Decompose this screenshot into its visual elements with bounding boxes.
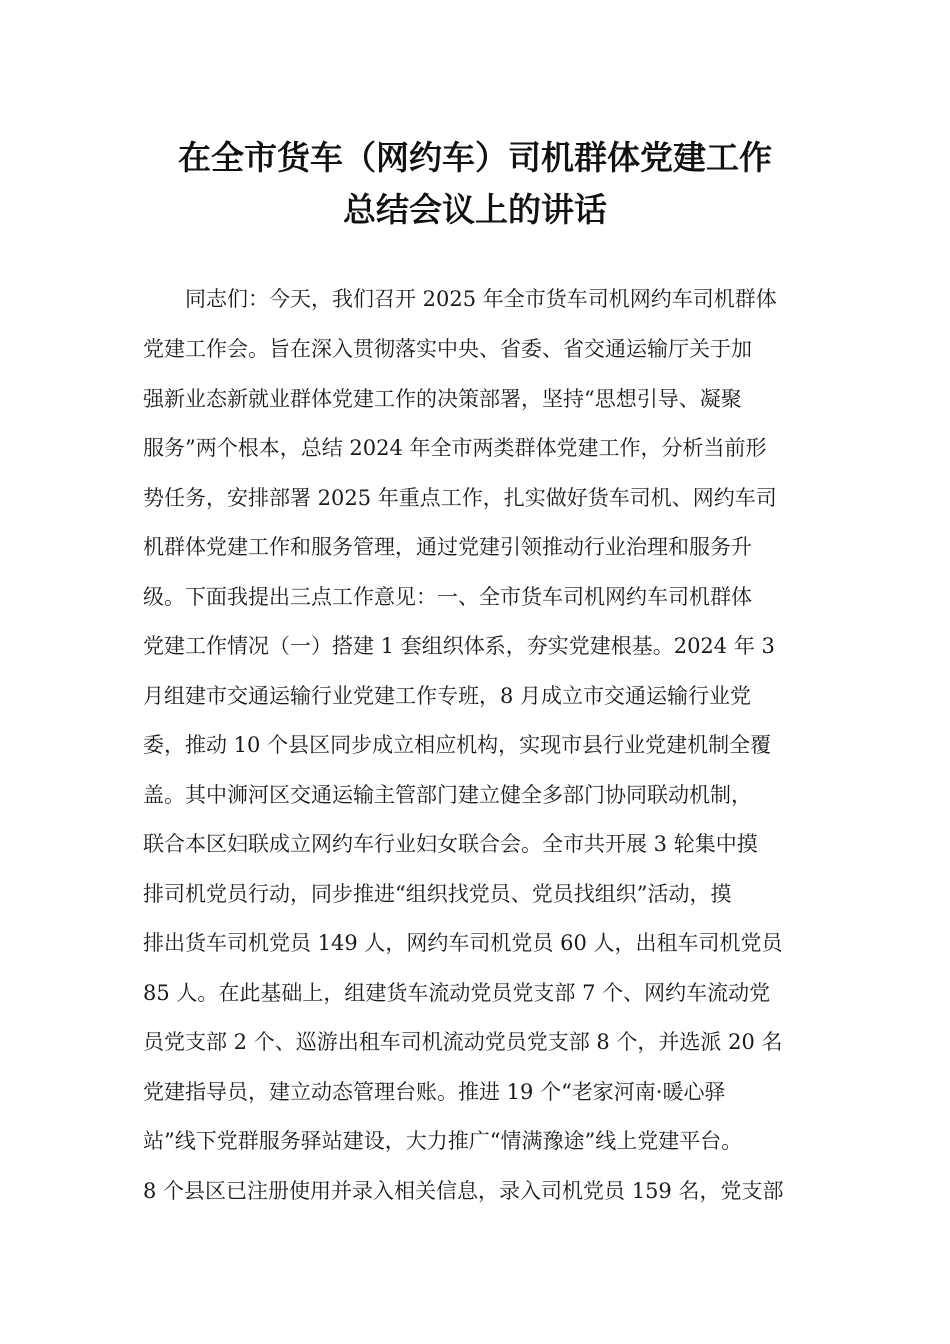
body-line-10: 委，推动 10 个县区同步成立相应机构，实现市县行业党建机制全覆 (143, 733, 772, 757)
body-line-4: 服务”两个根本，总结 2024 年全市两类群体党建工作，分析当前形 (143, 436, 767, 460)
body-line-6: 机群体党建工作和服务管理，通过党建引领推动行业治理和服务升 (143, 535, 752, 559)
body-line-16: 员党支部 2 个、巡游出租车司机流动党员党支部 8 个，并选派 20 名 (143, 1030, 783, 1054)
body-line-13: 排司机党员行动，同步推进“组织找党员、党员找组织”活动，摸 (143, 882, 732, 906)
body-line-8: 党建工作情况（一）搭建 1 套组织体系，夯实党建根基。2024 年 3 (143, 634, 775, 658)
body-line-15: 85 人。在此基础上，组建货车流动党员党支部 7 个、网约车流动党 (143, 981, 771, 1005)
body-line-14: 排出货车司机党员 149 人，网约车司机党员 60 人，出租车司机党员 (143, 931, 783, 955)
body-line-19: 8 个县区已注册使用并录入相关信息，录入司机党员 159 名，党支部 (143, 1179, 784, 1203)
document-title-line-1: 在全市货车（网约车）司机群体党建工作 (178, 138, 772, 177)
body-line-3: 强新业态新就业群体党建工作的决策部署，坚持“思想引导、凝聚 (143, 387, 742, 411)
body-line-1: 同志们：今天，我们召开 2025 年全市货车司机网约车司机群体 (143, 287, 777, 311)
body-line-12: 联合本区妇联成立网约车行业妇女联合会。全市共开展 3 轮集中摸 (143, 832, 758, 856)
body-line-2: 党建工作会。旨在深入贯彻落实中央、省委、省交通运输厅关于加 (143, 337, 752, 361)
body-line-11: 盖。其中浉河区交通运输主管部门建立健全多部门协同联动机制， (143, 783, 752, 807)
body-line-5: 势任务，安排部署 2025 年重点工作，扎实做好货车司机、网约车司 (143, 486, 777, 510)
body-line-9: 月组建市交通运输行业党建工作专班，8 月成立市交通运输行业党 (143, 684, 752, 708)
body-line-7: 级。下面我提出三点工作意见：一、全市货车司机网约车司机群体 (143, 585, 752, 609)
body-line-18: 站”线下党群服务驿站建设，大力推广“情满豫途”线上党建平台。 (143, 1129, 743, 1153)
document-title-line-2: 总结会议上的讲话 (343, 190, 607, 229)
body-line-17: 党建指导员，建立动态管理台账。推进 19 个“老家河南·暖心驿 (143, 1080, 726, 1104)
